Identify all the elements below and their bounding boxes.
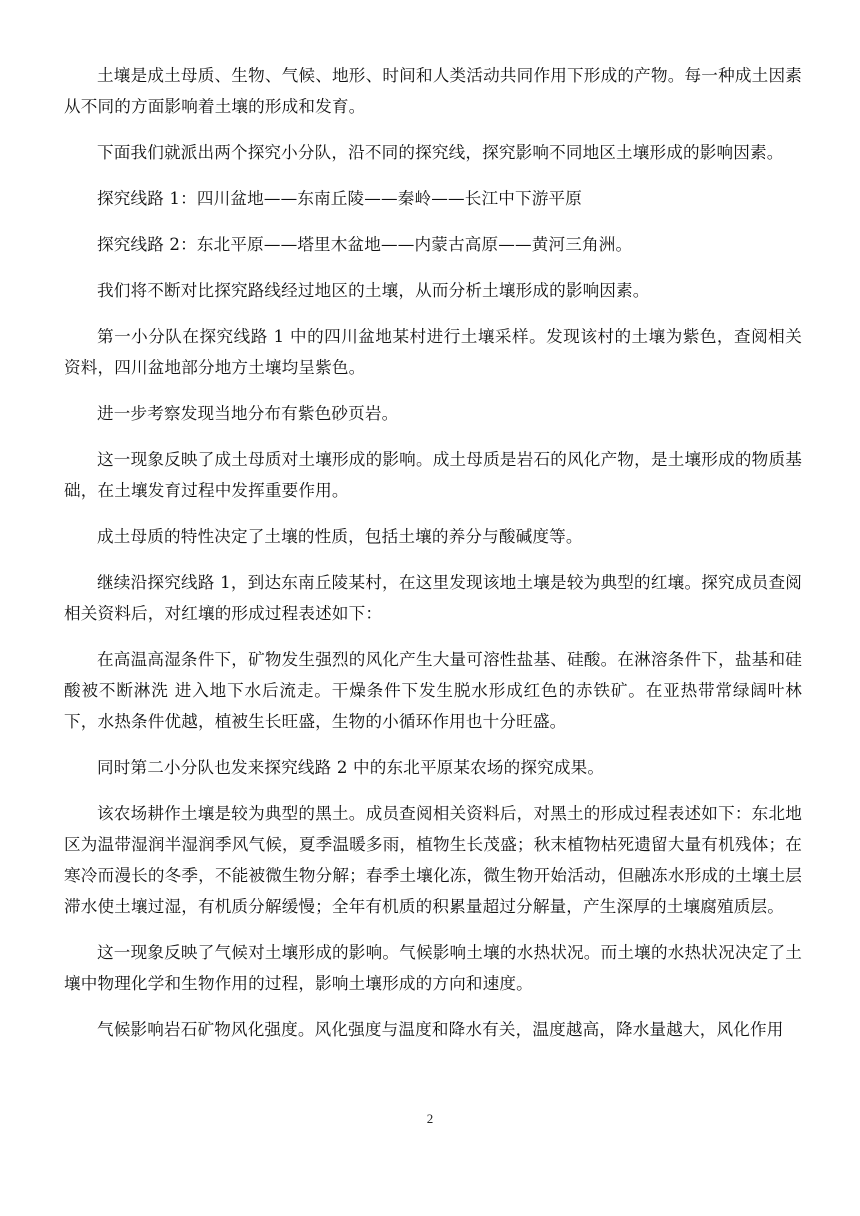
- page-number: 2: [426, 1111, 434, 1126]
- paragraph-purple-shale: 进一步考察发现当地分布有紫色砂页岩。: [97, 404, 399, 423]
- paragraph-sichuan-sampling: 第一小分队在探究线路 1 中的四川盆地某村进行土壤采样。发现该村的土壤为紫色，查阅相关资料，四川盆地部分地方土壤均呈紫色。: [64, 327, 802, 377]
- paragraph-red-soil-formation: 在高温高湿条件下，矿物发生强烈的风化产生大量可溶性盐基、硅酸。在淋溶条件下，盐基和硅酸被不断淋洗 进入地下水后流走。干燥条件下发生脱水形成红色的赤铁矿。在亚热带常绿阔叶林下，水热条件优越，植被生长旺盛，生物的小循环作用也十分旺盛。: [64, 650, 802, 731]
- paragraph-route-2: 探究线路 2：东北平原——塔里木盆地——内蒙古高原——黄河三角洲。: [97, 235, 633, 254]
- paragraph-black-soil-formation: 该农场耕作土壤是较为典型的黑土。成员查阅相关资料后，对黑土的形成过程表述如下：东北地区为温带湿润半湿润季风气候，夏季温暖多雨，植物生长茂盛；秋末植物枯死遗留大量有机残体；在寒冷而漫长的冬季，不能被微生物分解；春季土壤化冻，微生物开始活动，但融冻水形成的土壤土层滞水使土壤过湿，有机质分解缓慢；全年有机质的积累量超过分解量，产生深厚的土壤腐殖质层。: [64, 804, 802, 916]
- paragraph-parent-material-properties: 成土母质的特性决定了土壤的性质，包括土壤的养分与酸碱度等。: [97, 527, 583, 546]
- paragraph-climate-influence: 这一现象反映了气候对土壤形成的影响。气候影响土壤的水热状况。而土壤的水热状况决定了土壤中物理化学和生物作用的过程，影响土壤形成的方向和速度。: [64, 943, 802, 993]
- paragraph-route-1: 探究线路 1：四川盆地——东南丘陵——秦岭——长江中下游平原: [97, 189, 582, 208]
- body-text: [64, 60, 802, 1060]
- paragraph-red-soil-intro: 继续沿探究线路 1，到达东南丘陵某村，在这里发现该地土壤是较为典型的红壤。探究成员查阅相关资料后，对红壤的形成过程表述如下：: [64, 573, 802, 623]
- paragraph-weathering: 气候影响岩石矿物风化强度。风化强度与温度和降水有关，温度越高，降水量越大，风化作用: [97, 1020, 784, 1039]
- paragraph-comparison: 我们将不断对比探究路线经过地区的土壤，从而分析土壤形成的影响因素。: [97, 281, 650, 300]
- paragraph-soil-definition: 土壤是成土母质、生物、气候、地形、时间和人类活动共同作用下形成的产物。每一种成土因素从不同的方面影响着土壤的形成和发育。: [64, 66, 802, 116]
- paragraph-team-two: 同时第二小分队也发来探究线路 2 中的东北平原某农场的探究成果。: [97, 758, 605, 777]
- paragraph-parent-material: 这一现象反映了成土母质对土壤形成的影响。成土母质是岩石的风化产物，是土壤形成的物质基础，在土壤发育过程中发挥重要作用。: [64, 450, 802, 500]
- paragraph-expedition-intro: 下面我们就派出两个探究小分队，沿不同的探究线，探究影响不同地区土壤形成的影响因素。: [97, 143, 784, 162]
